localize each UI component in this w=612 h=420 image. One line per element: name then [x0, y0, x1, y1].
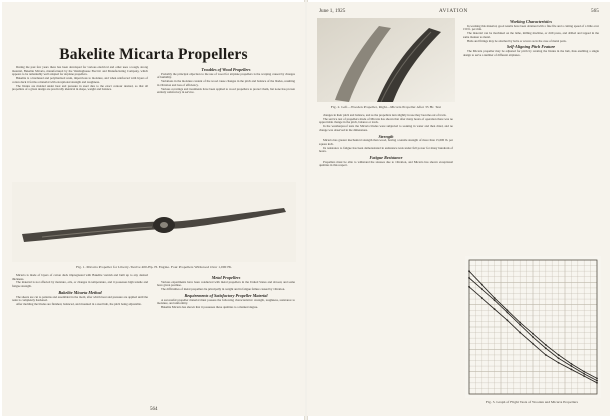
paragraph: changes in their pitch and balance, and as the propellers turn slightly in use they become out of track.: [323, 113, 447, 117]
data-point: [558, 357, 560, 359]
data-point: [583, 371, 585, 373]
left-col2-top: [157, 66, 295, 95]
data-point: [583, 375, 585, 377]
data-point: [481, 297, 483, 299]
section-heading: Requirements of Satisfactory Propeller Material: [184, 292, 268, 298]
paragraph: The blades are molded under heat and pressure in steel dies to the exact contour desired, so that all propellers of a given design are practically identical in shape, weight and balance.: [12, 83, 148, 92]
data-point: [519, 322, 521, 324]
right-page: [307, 2, 610, 416]
data-point: [519, 324, 521, 326]
paragraph: The material is not affected by moisture, oils, or changes in temperature, and it possesses high tensile and fatigue strength.: [12, 280, 148, 289]
paragraph: Micarta is made of layers of cotton duck impregnated with Bakelite varnish and built up to any desired thickness.: [12, 273, 148, 281]
propeller-photo: [12, 182, 296, 262]
section-heading: Metal Propellers: [211, 275, 241, 280]
data-point: [571, 369, 573, 371]
paragraph: Probably the principal objection to the use of wood for airplane propellers is the warping caused by changes of humidity.: [157, 71, 295, 80]
paragraph: Bakelite is a hardened and polymerized resin, impervious to moisture, and when reinforced with layers of cotton duck it forms a material with exceptional strength and toughness.: [12, 76, 148, 84]
paragraph: The service test of propellers made of Micarta has shown that after many hours of operation there was no appreciable change in the pitch, balance or track.: [319, 116, 453, 125]
data-point: [571, 365, 573, 367]
paragraph: During the past few years there has been developed for various electrical and other uses a tough, strong material, Bakelite Micarta, manufactured by the Westinghouse Electric and Manufacturing Company, which appears to be remarkably well adapted for airplane propellers.: [12, 65, 148, 77]
data-point: [519, 332, 521, 334]
running-title: AVIATION: [439, 8, 468, 14]
paragraph: Various experiments have been conducted with metal propellers in the United States and abroad, and some have given promise.: [157, 279, 295, 288]
paragraph: The Micarta propeller may be adjusted for pitch by rotating the blades in the hub, thus enabling a single design to serve a number of different airplanes.: [463, 48, 599, 57]
page-number-left: 564: [150, 407, 158, 412]
paragraph: In the weatherproof tests the Micarta blades were subjected to soaking in water and then dried, and no change was observed in the dimensions.: [319, 124, 453, 132]
data-point: [596, 377, 598, 379]
data-point: [468, 286, 470, 288]
right-col-left: [319, 114, 453, 168]
paragraph: In working this material, good results have been obtained with a fine file and a cutting speed of a little over 150 ft. per min.: [463, 23, 599, 32]
data-point: [558, 362, 560, 364]
data-point: [481, 284, 483, 286]
paragraph: Hubs and fittings may be attached by bolts or screws as in the case of metal parts.: [467, 38, 567, 43]
paragraph: Variations in the moisture content of the wood cause changes in the pitch and balance of the blades, resulting in vibration and loss of efficiency.: [157, 79, 295, 87]
data-point: [545, 344, 547, 346]
section-heading: Working Characteristics: [510, 19, 552, 24]
data-point: [532, 336, 534, 338]
paragraph: Various coverings and treatments have been applied to wood propellers to protect them, but none has proven entirely satisfactory in service.: [157, 86, 295, 95]
paragraph: Bakelite Micarta has shown that it possesses these qualities to a marked degree.: [161, 304, 259, 309]
data-point: [507, 319, 509, 321]
data-point: [507, 309, 509, 311]
figure-3-caption: Fig. 3. Graph of Flight Tests of Wooden and Micarta Propellers: [485, 400, 578, 404]
data-point: [468, 270, 470, 272]
article-title: Bakelite Micarta Propellers: [59, 46, 248, 63]
paragraph: The material can be machined on the lathe, milling machine, or drill press, and drilled and tapped in the same manner as metal.: [463, 31, 599, 39]
left-col1-bottom: [12, 274, 148, 307]
data-point: [545, 347, 547, 349]
paragraph: The difficulties of metal propellers lie principally in weight and in fatigue failure caused by vibration.: [161, 287, 285, 292]
figure-1-caption: Fig. 1. Micarta Propeller for Liberty-Twelve 400-Hp. H. Engine. Four Propellers Withstood Over 1,000 Hr.: [76, 265, 232, 269]
page-number-right: 565: [591, 8, 599, 14]
figure-2-caption: Fig. 2. Left—Wooden Propeller, Right—Micarta Propeller After 35 Hr. Test: [330, 105, 442, 109]
section-heading: Self-Aligning Pitch Feature: [506, 44, 556, 50]
data-point: [507, 312, 509, 314]
data-point: [494, 308, 496, 310]
paragraph: Micarta has greater mechanical strength than wood, having a tensile strength of more than 15,000 lb. per square inch.: [319, 138, 453, 146]
right-col-right: [463, 18, 599, 57]
data-point: [583, 373, 585, 375]
data-point: [558, 354, 560, 356]
flight-test-graph: [465, 256, 601, 398]
paragraph: After molding the blades are finished, balanced, and mounted in a steel hub, the pitch being adjustable.: [16, 301, 142, 306]
data-point: [481, 288, 483, 290]
data-point: [532, 343, 534, 345]
data-point: [532, 333, 534, 335]
data-point: [545, 354, 547, 356]
section-heading: Fatigue Resistance: [369, 155, 403, 161]
blades-photo: [317, 18, 455, 102]
data-point: [596, 380, 598, 382]
left-col1-top: [12, 66, 148, 92]
data-point: [468, 277, 470, 279]
running-date: June 1, 1925: [319, 8, 346, 14]
section-heading: Strength: [378, 133, 394, 139]
left-col2-bottom: [157, 274, 295, 310]
paragraph: A successful propeller material must possess the following characteristics: strength, toughness, resistance to moisture, and uniformity.: [157, 297, 295, 306]
paragraph: Propellers must be able to withstand the stresses due to vibration, and Micarta has shown exceptional qualities in this respect.: [319, 159, 453, 168]
data-point: [596, 382, 598, 384]
paragraph: Its resistance to fatigue has been demonstrated in endurance tests under full power for many hundreds of hours.: [319, 145, 453, 154]
data-point: [571, 363, 573, 365]
left-page: [2, 2, 305, 416]
data-point: [494, 297, 496, 299]
data-point: [494, 299, 496, 301]
paragraph: The sheets are cut to patterns and assembled in the mold, after which heat and pressure are applied until the resin is completely hardened.: [12, 294, 148, 303]
section-heading: Bakelite Micarta Method: [58, 289, 102, 295]
section-heading: Troubles of Wood Propellers: [201, 67, 251, 72]
